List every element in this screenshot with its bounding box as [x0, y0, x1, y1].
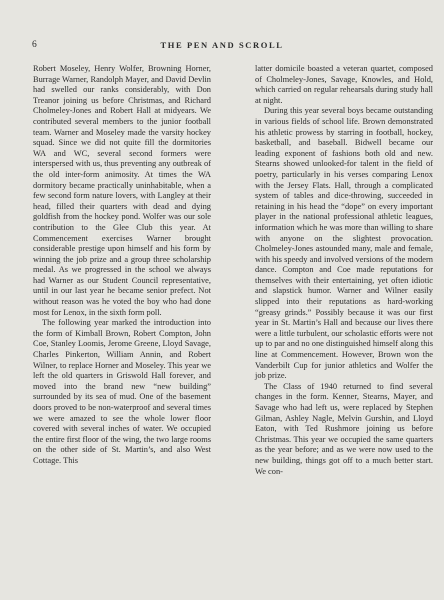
- page-header: [30, 40, 414, 54]
- paragraph: The Class of 1940 returned to find several changes in the form. Kenner, Stearns, Mayer, and Savage who had left us, were replaced by Stephen Gilman, Ashley Nagle, Melvin Gurshin, and Lloyd Eaton, with Ted Rushmore joining us before Christmas. This year we occupied the same quarters as the year before; and as we were now used to the new building, things got off to a much better start. We con-: [255, 381, 433, 476]
- paragraph: The following year marked the introduction into the form of Kimball Brown, Robert Compton, John Coe, Stanley Loomis, Jerome Greene, Lloyd Savage, Charles Pinkerton, William Annin, and Robert Wilner, to replace Horner and Moseley. This year we left the old quarters in Griswold Hall forever, and moved into the brand new “new building” surrounded by its sea of mud. One of the basement doors proved to be non-waterproof and several times we were amazed to see the whole lower floor covered with several inches of water. We occupied the entire first floor of the wing, the two large rooms on the other side of St. Martin’s, and also West Cottage. This: [33, 318, 211, 465]
- paragraph: During this year several boys became outstanding in various fields of school life. Brown demonstrated his athletic prowess by starring in football, hockey, basketball, and baseball. Bidwell became our leading exponent of fashions both old and new. Stearns showed unlooked-for talent in the field of poetry, particularly in his verses comparing Lenox with the Jersey Flats. Hall, through a complicated system of tables and dice-throwing, succeeded in retaining in his head the “dope” on every important player in the national professional athletic leagues, information which he was more than willing to share with anyone on the slightest provocation. Cholmeley-Jones astounded many, male and female, with his speedy and involved versions of the modern dance. Compton and Coe made reputations for themselves with their entertaining, yet often idiotic and slapstick humor. Warner and Wilner easily slipped into their reputations as hard-working “greasy grinds.” Possibly because it was our first year in St. Martin’s Hall and because our lives there were a little turbulent, our scholastic efforts were not up to par and no one distinguished himself along this line at Commencement. However, Brown won the Vanderbilt Cup for junior athletics and Wolfer the job prize.: [255, 106, 433, 381]
- page-number: 6: [32, 40, 37, 50]
- paragraph: latter domicile boasted a veteran quartet, composed of Cholmeley-Jones, Savage, Knowles, and Hold, which carried on regular rehearsals during study hall at night.: [255, 64, 433, 105]
- running-title: THE PEN AND SCROLL: [160, 40, 284, 50]
- right-column: [255, 64, 433, 477]
- paragraph: Robert Moseley, Henry Wolfer, Browning Horner, Burrage Warner, Randolph Mayer, and David Devlin had swelled our ranks considerably, with Don Treanor joining us before Christmas, and Richard Cholmeley-Jones and Robert Hall at midyears. We contributed several members to the junior football team. Warner and Moseley made the varsity hockey squad. Since we did not quite fill the dormitories WA and WC, several second formers were interspersed with us, thus preventing any outbreak of the old inter-form animosity. At times the WA dormitory became practically uninhabitable, when a few second form nature lovers, with Langley at their head, filled their quarters with dead and dying goldfish from the hockey pond. Wolfer was our sole contribution to the Glee Club this year. At Commencement exercises Warner brought considerable prestige upon himself and his form by winning the job prize and a group three scholarship medal. As we progressed in the school we always had Warner as our Student Council representative, until in our last year he became senior prefect. Not without reason was he voted the boy who had done most for Lenox, in the sixth form poll.: [33, 64, 211, 317]
- left-column: [33, 64, 211, 467]
